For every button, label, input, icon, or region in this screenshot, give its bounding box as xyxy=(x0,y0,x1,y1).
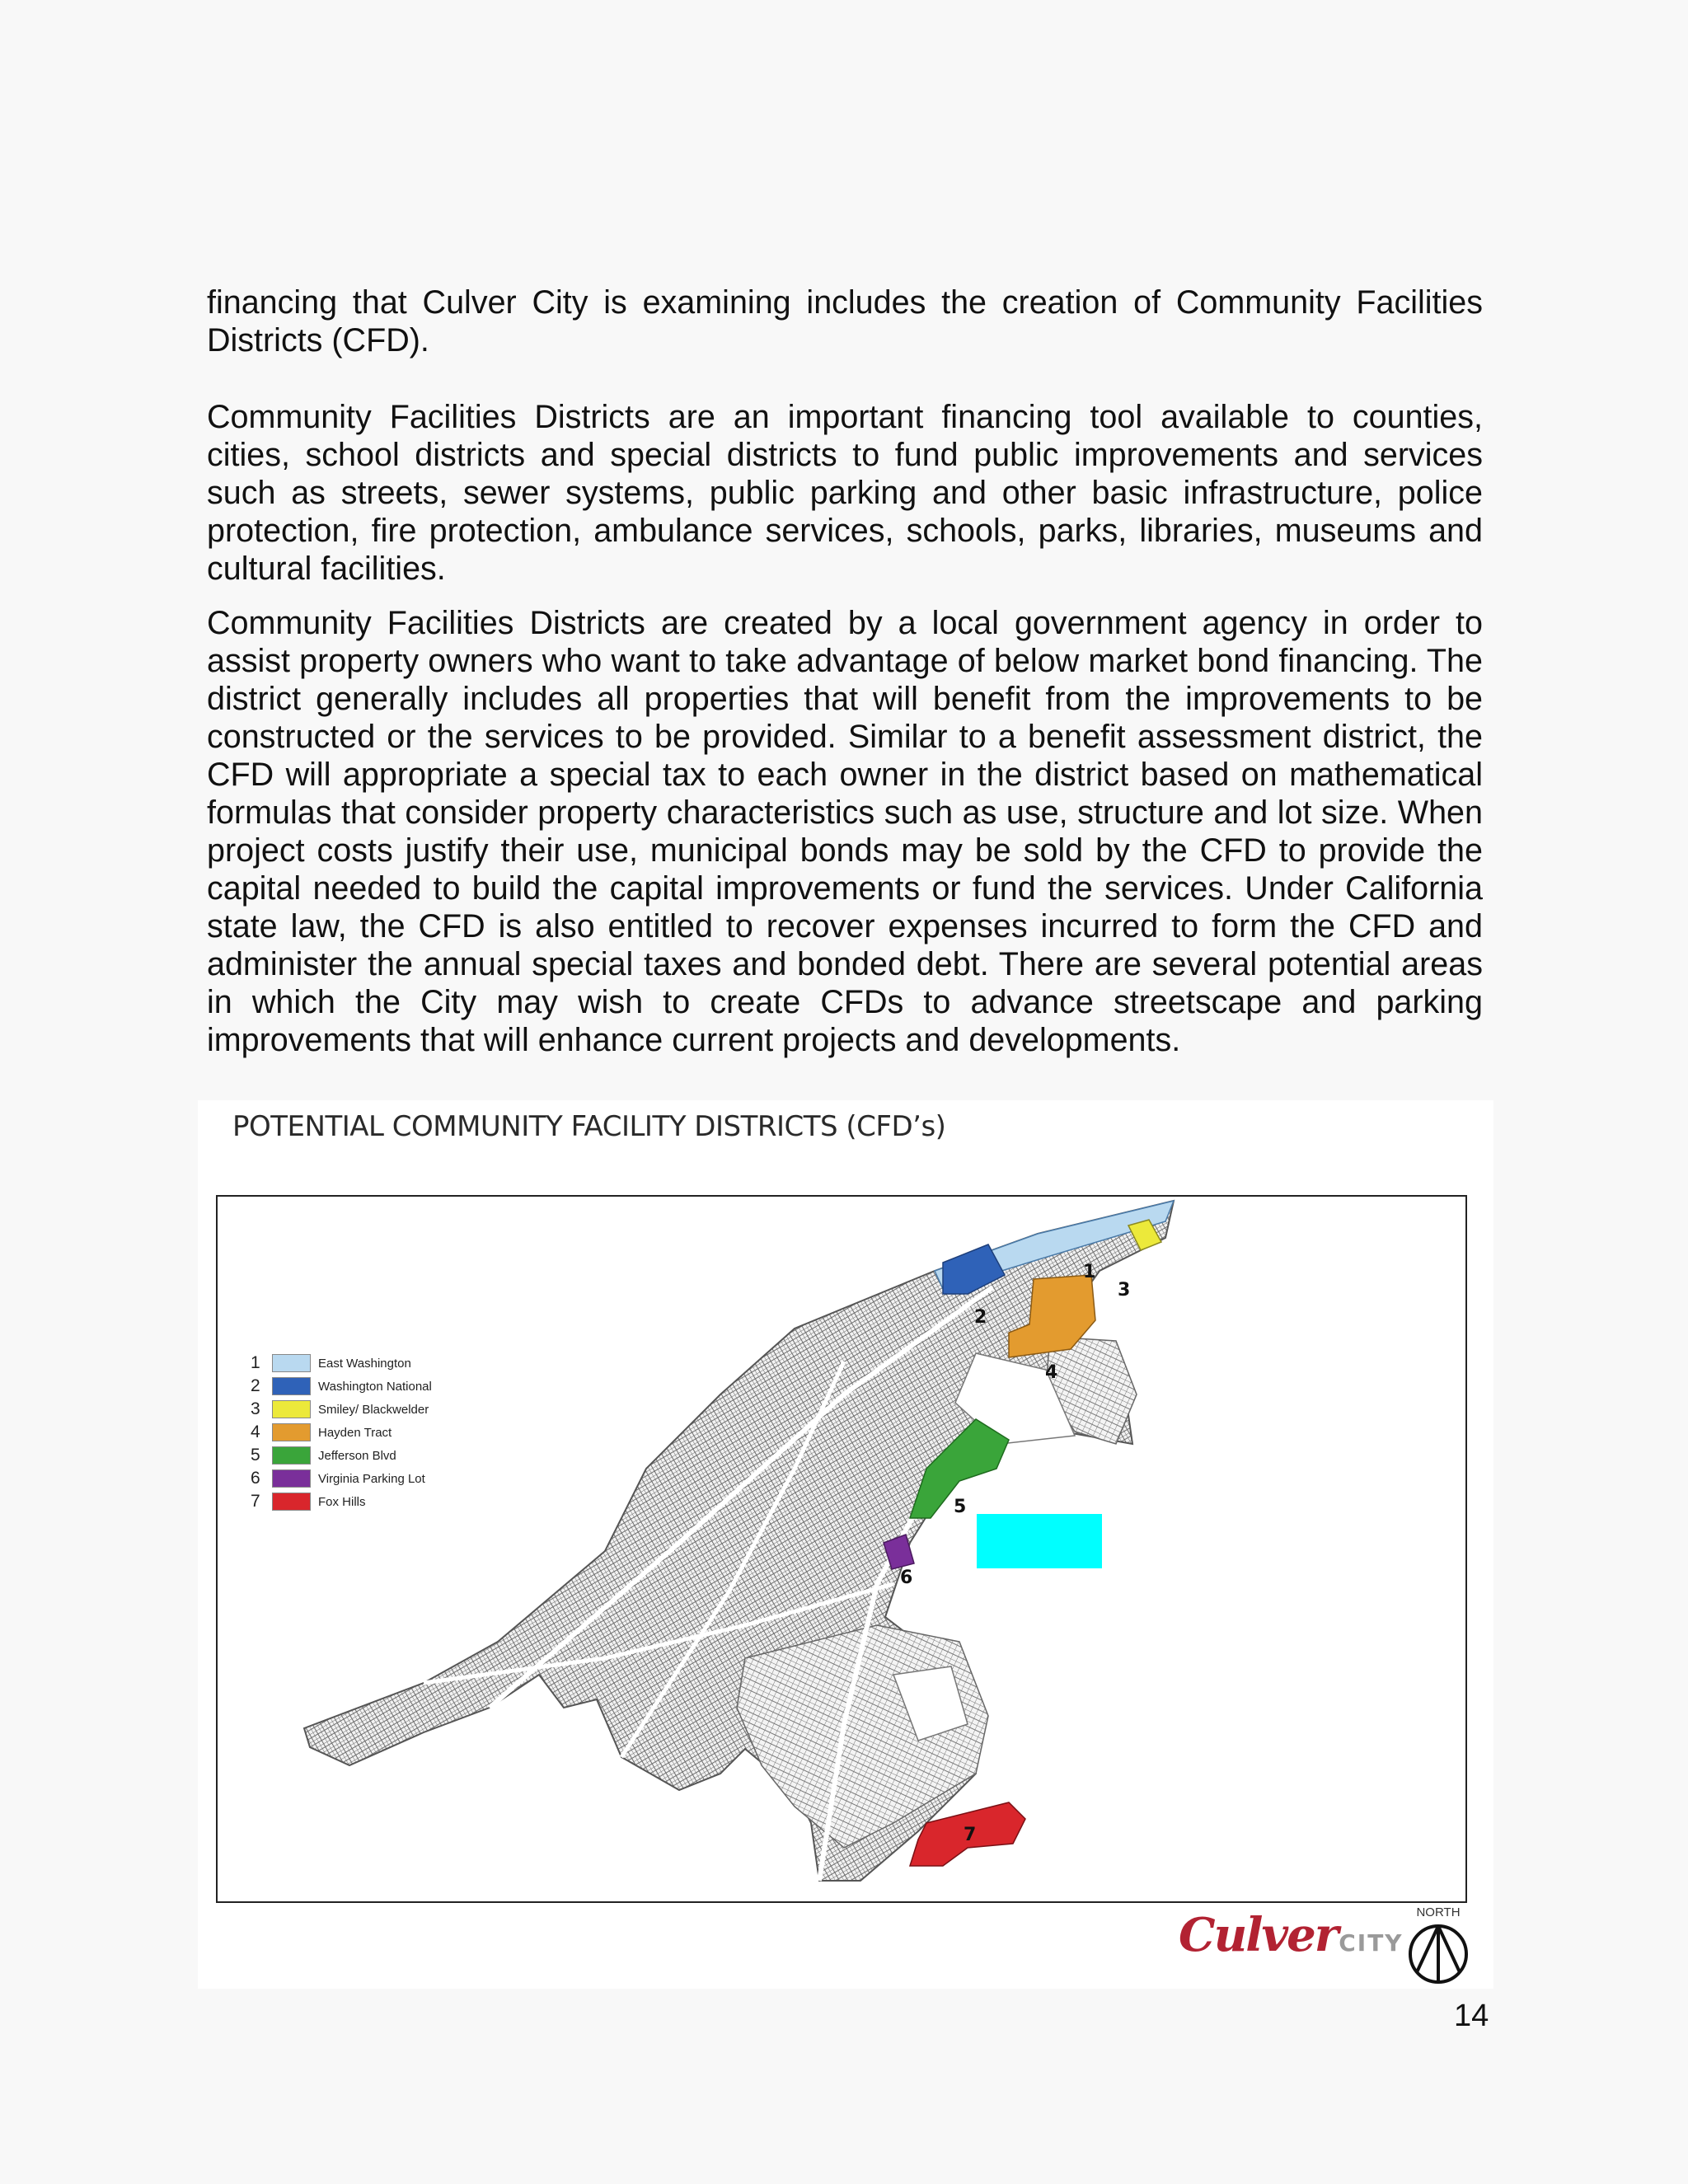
map-label-1: 1 xyxy=(1083,1262,1096,1282)
legend-swatch xyxy=(272,1493,311,1511)
culver-city-logo xyxy=(1179,1908,1404,1962)
legend-number: 3 xyxy=(251,1399,260,1418)
legend-number: 5 xyxy=(251,1446,260,1465)
north-arrow-icon xyxy=(1405,1919,1471,1985)
legend-item xyxy=(251,1490,432,1513)
legend-swatch xyxy=(272,1400,311,1418)
map-label-7: 7 xyxy=(964,1825,977,1845)
legend-item xyxy=(251,1467,432,1490)
legend-number: 2 xyxy=(251,1376,260,1395)
page-number: 14 xyxy=(1454,1999,1489,2033)
legend-label: Smiley/ Blackwelder xyxy=(318,1402,429,1417)
legend-number: 4 xyxy=(251,1422,260,1441)
legend-label: Virginia Parking Lot xyxy=(318,1471,425,1486)
legend-swatch xyxy=(272,1446,311,1465)
logo-city-text: CITY xyxy=(1339,1929,1404,1957)
map-label-4: 4 xyxy=(1045,1362,1058,1383)
logo-script-text: Culver xyxy=(1179,1908,1338,1962)
legend-item xyxy=(251,1421,432,1444)
legend-number: 1 xyxy=(251,1353,260,1372)
map-label-3: 3 xyxy=(1118,1280,1131,1301)
map-legend xyxy=(251,1352,432,1513)
legend-number: 6 xyxy=(251,1469,260,1488)
legend-label: Fox Hills xyxy=(318,1494,366,1509)
legend-swatch xyxy=(272,1377,311,1395)
legend-number: 7 xyxy=(251,1492,260,1511)
legend-label: Jefferson Blvd xyxy=(318,1448,396,1463)
cfd-map-figure xyxy=(198,1100,1493,1989)
legend-item xyxy=(251,1398,432,1421)
legend-label: East Washington xyxy=(318,1356,411,1371)
city-map xyxy=(218,1197,1465,1901)
legend-swatch xyxy=(272,1423,311,1441)
legend-item xyxy=(251,1375,432,1398)
legend-item xyxy=(251,1444,432,1467)
paragraph-cfd-definition: Community Facilities Districts are an important financing tool available to counties, cities, school districts and special districts to fund public improvements and services such as streets, sewer systems, public parking and other basic infrastructure, police protection, fire protection, ambulance services, schools, parks, libraries, museums and cultural facilities. xyxy=(207,399,1483,587)
map-frame xyxy=(216,1195,1467,1903)
legend-swatch xyxy=(272,1469,311,1488)
paragraph-intro: financing that Culver City is examining includes the creation of Community Facilities Districts (CFD). xyxy=(207,284,1483,359)
north-arrow xyxy=(1405,1905,1471,1990)
redacted-box xyxy=(977,1514,1102,1568)
legend-label: Hayden Tract xyxy=(318,1425,392,1440)
north-label: NORTH xyxy=(1416,1905,1461,1919)
map-label-5: 5 xyxy=(954,1497,967,1517)
map-label-2: 2 xyxy=(974,1307,987,1328)
map-label-6: 6 xyxy=(900,1568,913,1588)
legend-label: Washington National xyxy=(318,1379,432,1394)
paragraph-cfd-creation: Community Facilities Districts are created by a local government agency in order to assist property owners who want to take advantage of below market bond financing. The district generally includes all properties that will benefit from the improvements to be constructed or the services to be provided. Similar to a benefit assessment district, the CFD will appropriate a special tax to each owner in the district based on mathematical formulas that consider property characteristics such as use, structure and lot size. When project costs justify their use, municipal bonds may be sold by the CFD to provide the capital needed to build the capital improvements or fund the services. Under California state law, the CFD is also entitled to recover expenses incurred to form the CFD and administer the annual special taxes and bonded debt. There are several potential areas in which the City may wish to create CFDs to advance streetscape and parking improvements that will enhance current projects and developments. xyxy=(207,605,1483,1058)
legend-item xyxy=(251,1352,432,1375)
legend-swatch xyxy=(272,1354,311,1372)
figure-title: POTENTIAL COMMUNITY FACILITY DISTRICTS (CFD’s) xyxy=(232,1110,946,1143)
